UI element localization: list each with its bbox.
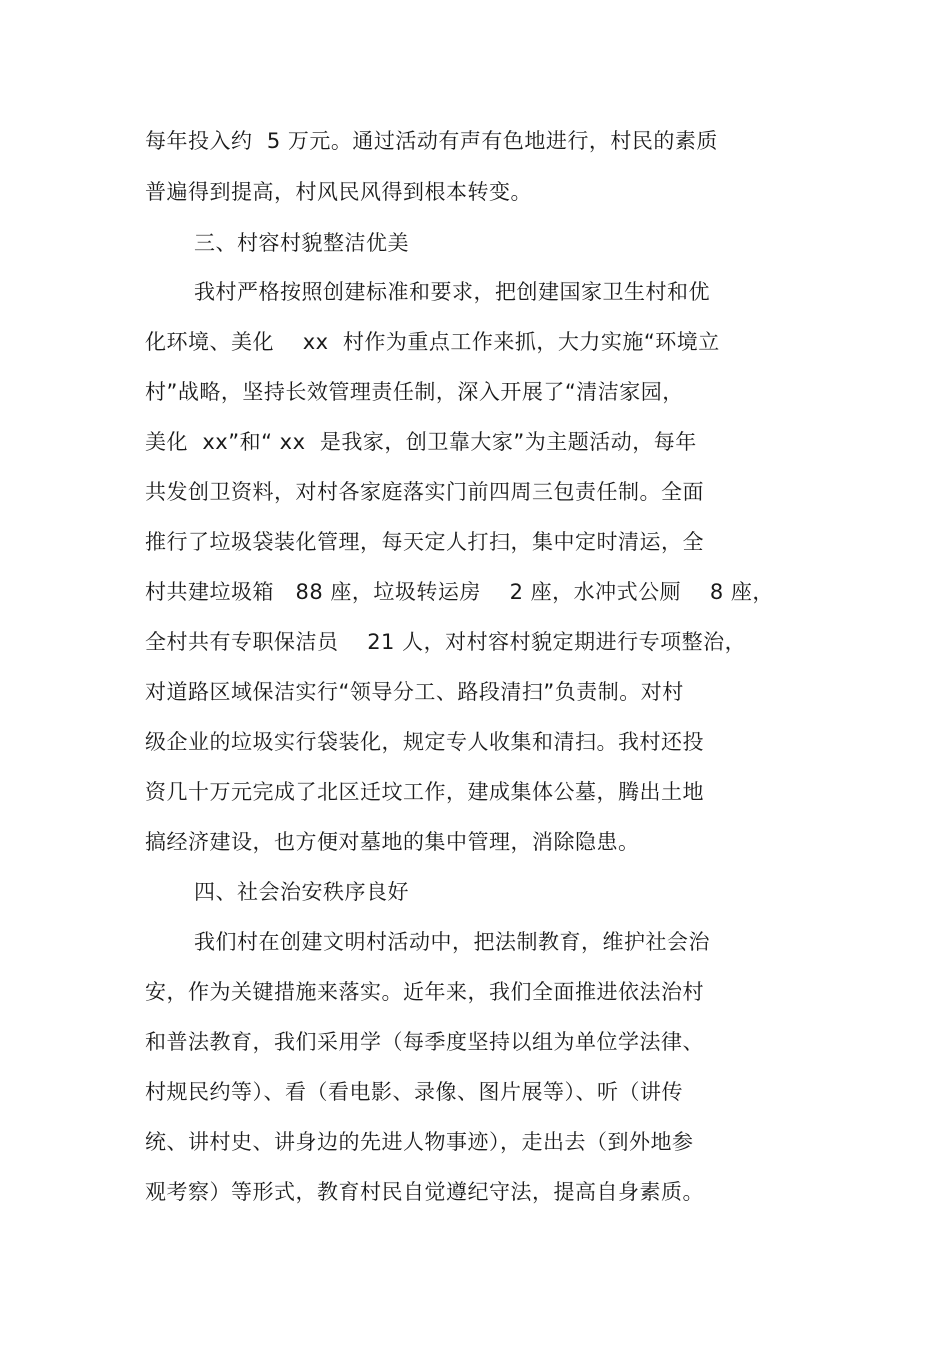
body-text-line: 推行了垃圾袋装化管理，每天定人打扫，集中定时清运，全: [145, 530, 704, 554]
body-text-line: 搞经济建设，也方便对墓地的集中管理，消除隐患。: [145, 830, 640, 854]
body-text-line: 美化 xx”和“ xx 是我家，创卫靠大家”为主题活动，每年: [145, 430, 697, 454]
body-text-line: 观考察）等形式，教育村民自觉遵纪守法，提高自身素质。: [145, 1180, 704, 1204]
body-text-line: 村共建垃圾箱 88 座，垃圾转运房 2 座，水冲式公厕 8 座，: [145, 580, 774, 604]
body-text-line: 每年投入约 5 万元。通过活动有声有色地进行，村民的素质: [145, 129, 718, 153]
body-text-line: 资几十万元完成了北区迁坟工作，建成集体公墓，腾出土地: [145, 780, 704, 804]
paragraph-start-line: 我村严格按照创建标准和要求，把创建国家卫生村和优: [194, 280, 710, 304]
body-text-line: 共发创卫资料，对村各家庭落实门前四周三包责任制。全面: [145, 480, 704, 504]
paragraph-start-line: 我们村在创建文明村活动中，把法制教育，维护社会治: [194, 930, 710, 954]
section-heading-3: 三、村容村貌整洁优美: [194, 231, 409, 255]
body-text-line: 安，作为关键措施来落实。近年来，我们全面推进依法治村: [145, 980, 704, 1004]
body-text-line: 村规民约等）、看（看电影、录像、图片展等）、听（讲传: [145, 1080, 683, 1104]
body-text-line: 全村共有专职保洁员 21 人，对村容村貌定期进行专项整治，: [145, 630, 747, 654]
body-text-line: 对道路区域保洁实行“领导分工、路段清扫”负责制。对村: [145, 680, 684, 704]
body-text-line: 村”战略，坚持长效管理责任制，深入开展了“清洁家园，: [145, 380, 684, 404]
body-text-line: 和普法教育，我们采用学（每季度坚持以组为单位学法律、: [145, 1030, 704, 1054]
section-heading-4: 四、社会治安秩序良好: [194, 880, 409, 904]
body-text-line: 统、讲村史、讲身边的先进人物事迹），走出去（到外地参: [145, 1130, 694, 1154]
body-text-line: 化环境、美化 xx 村作为重点工作来抓，大力实施“环境立: [145, 330, 720, 354]
body-text-line: 级企业的垃圾实行袋装化，规定专人收集和清扫。我村还投: [145, 730, 704, 754]
body-text-line: 普遍得到提高，村风民风得到根本转变。: [145, 180, 532, 204]
